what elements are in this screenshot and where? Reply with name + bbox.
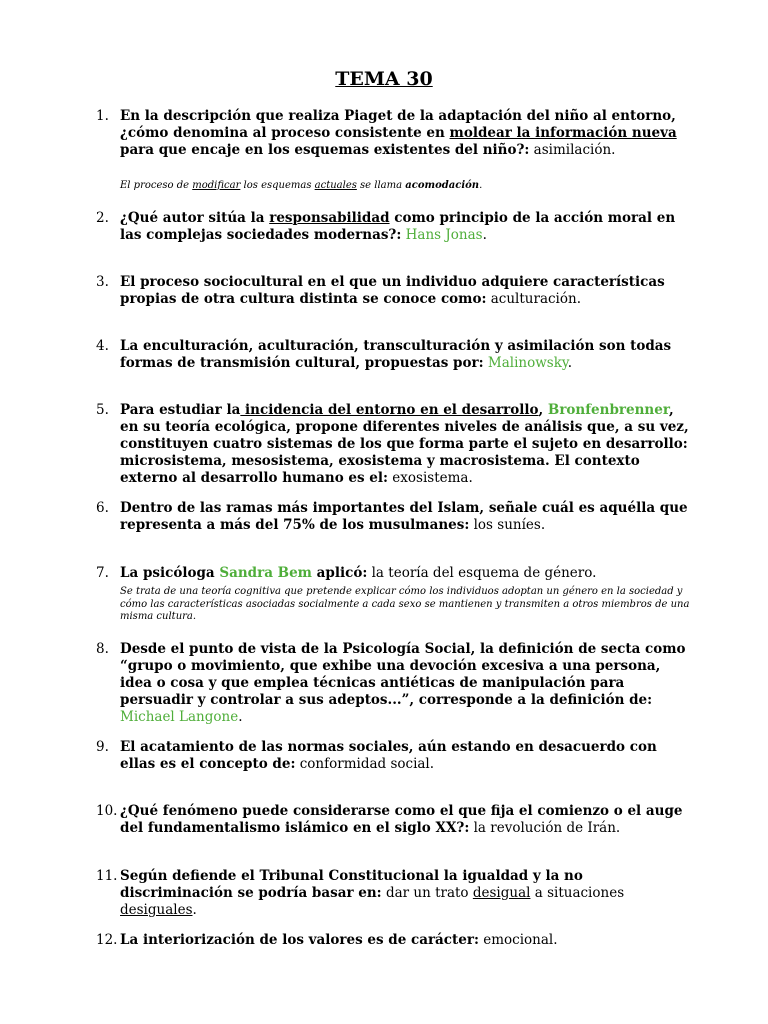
punctuation: . [192, 902, 197, 918]
note-text: . [479, 180, 483, 191]
question-text [120, 932, 696, 949]
question-text [120, 868, 696, 919]
underlined-phrase: incidencia del entorno en el desarrollo [240, 402, 539, 418]
author-name: Bronfenbrenner [547, 402, 669, 418]
question-number: 2. [96, 210, 109, 226]
question-number: 8. [96, 641, 109, 657]
underlined-phrase: responsabilidad [269, 210, 390, 226]
question-stem: La psicóloga [120, 565, 220, 581]
note-text: El proceso de [120, 180, 193, 191]
author-name: Sandra Bem [219, 565, 312, 581]
answer: aculturación. [486, 291, 581, 307]
note-underlined: modificar [192, 180, 241, 191]
underlined-phrase: moldear la información nueva [449, 125, 677, 141]
question-number: 4. [96, 338, 109, 354]
question-4 [96, 338, 696, 372]
question-12 [96, 932, 696, 949]
answer: exosistema. [388, 470, 473, 486]
note-text: se llama [356, 180, 406, 191]
punctuation: . [238, 709, 243, 725]
answer-underlined: desigual [472, 885, 531, 901]
question-number: 12. [96, 932, 118, 948]
question-stem: para que encaje en los esquemas existentes del niño?: [120, 142, 530, 158]
note-underlined: actuales [314, 180, 357, 191]
question-number: 6. [96, 500, 109, 516]
question-1 [96, 108, 696, 193]
question-text [120, 803, 696, 837]
answer: Michael Langone [120, 709, 239, 725]
answer: emocional. [478, 932, 558, 948]
answer: a situaciones [530, 885, 625, 901]
answer: Hans Jonas [401, 227, 483, 243]
question-5 [96, 402, 696, 487]
note [120, 180, 696, 193]
answer: la revolución de Irán. [469, 820, 621, 836]
question-text [120, 338, 696, 372]
question-number: 5. [96, 402, 109, 418]
question-8 [96, 641, 696, 726]
question-stem: El acatamiento de las normas sociales, aún estando en desacuerdo con ellas es el concepto de: [120, 739, 657, 772]
question-number: 1. [96, 108, 109, 124]
note-bold-term: acomodación [405, 180, 480, 191]
answer: conformidad social. [295, 756, 435, 772]
question-9 [96, 739, 696, 773]
question-text [120, 739, 696, 773]
question-stem: La enculturación, aculturación, transculturación y asimilación son todas formas de transmisión cultural, propuestas por: [120, 338, 672, 371]
question-number: 11. [96, 868, 118, 884]
question-stem: ¿Qué fenómeno puede considerarse como el que fija el comienzo o el auge del fundamentalismo islámico en el siglo XX?: [120, 803, 683, 836]
question-text [120, 500, 696, 534]
question-stem: El proceso sociocultural en el que un individuo adquiere características propias de otra cultura distinta se conoce como: [120, 274, 665, 307]
question-number: 9. [96, 739, 109, 755]
question-6 [96, 500, 696, 534]
question-number: 7. [96, 565, 109, 581]
question-number: 3. [96, 274, 109, 290]
question-text [120, 565, 696, 582]
answer: los suníes. [469, 517, 546, 533]
question-11 [96, 868, 696, 919]
question-stem: aplicó: [311, 565, 368, 581]
question-stem: Desde el punto de vista de la Psicología Social, la definición de secta como “grupo o movimiento, que exhibe una devoción excesiva a una persona, idea o cosa y que emplea técnicas antiéticas de manipulación para persuadir y controlar a sus adeptos...”, corresponde a la definición de: [120, 641, 686, 708]
punctuation: . [567, 355, 573, 371]
question-stem: Dentro de las ramas más importantes del Islam, señale cuál es aquélla que representa a más del 75% de los musulmanes: [120, 500, 688, 533]
note-text: los esquemas [240, 180, 315, 191]
question-stem: , [538, 402, 548, 418]
question-stem: ¿Qué autor sitúa la [120, 210, 270, 226]
question-number: 10. [96, 803, 118, 819]
note: Se trata de una teoría cognitiva que pretende explicar cómo los individuos adoptan un género en la sociedad y cómo las características asociadas socialmente a cada sexo se mantienen y transmiten a otros miembros de una misma cultura. [120, 586, 690, 622]
question-7 [96, 565, 696, 624]
answer: asimilación. [529, 142, 616, 158]
answer: la teoría del esquema de género. [367, 565, 597, 581]
question-2 [96, 210, 696, 244]
question-stem: Para estudiar la [120, 402, 241, 418]
question-text [120, 274, 696, 308]
question-text [120, 641, 696, 726]
question-3 [96, 274, 696, 308]
question-stem: En la descripción que realiza Piaget de la adaptación del niño al entorno, ¿cómo denomina al proceso consistente en [120, 108, 676, 141]
question-stem: Según defiende el Tribunal Constitucional la igualdad y la no discriminación se podría basar en: [120, 868, 583, 901]
question-10 [96, 803, 696, 837]
punctuation: . [482, 227, 487, 243]
question-text [120, 402, 696, 487]
question-text [120, 210, 696, 244]
answer: dar un trato [381, 885, 473, 901]
question-stem: como principio de la acción moral en las complejas sociedades modernas?: [120, 210, 676, 243]
answer: Malinowsky [483, 355, 568, 371]
answer-underlined: desiguales [120, 902, 193, 918]
question-stem: La interiorización de los valores es de carácter: [120, 932, 479, 948]
page-title: TEMA 30 [335, 68, 433, 90]
question-text [120, 108, 696, 159]
question-stem: , en su teoría ecológica, propone diferentes niveles de análisis que, a su vez, constituyen cuatro sistemas de los que forma parte el sujeto en desarrollo: microsistema, mesosistema, exosistema y macrosistema. El contexto externo al desarrollo humano es el: [120, 402, 689, 486]
